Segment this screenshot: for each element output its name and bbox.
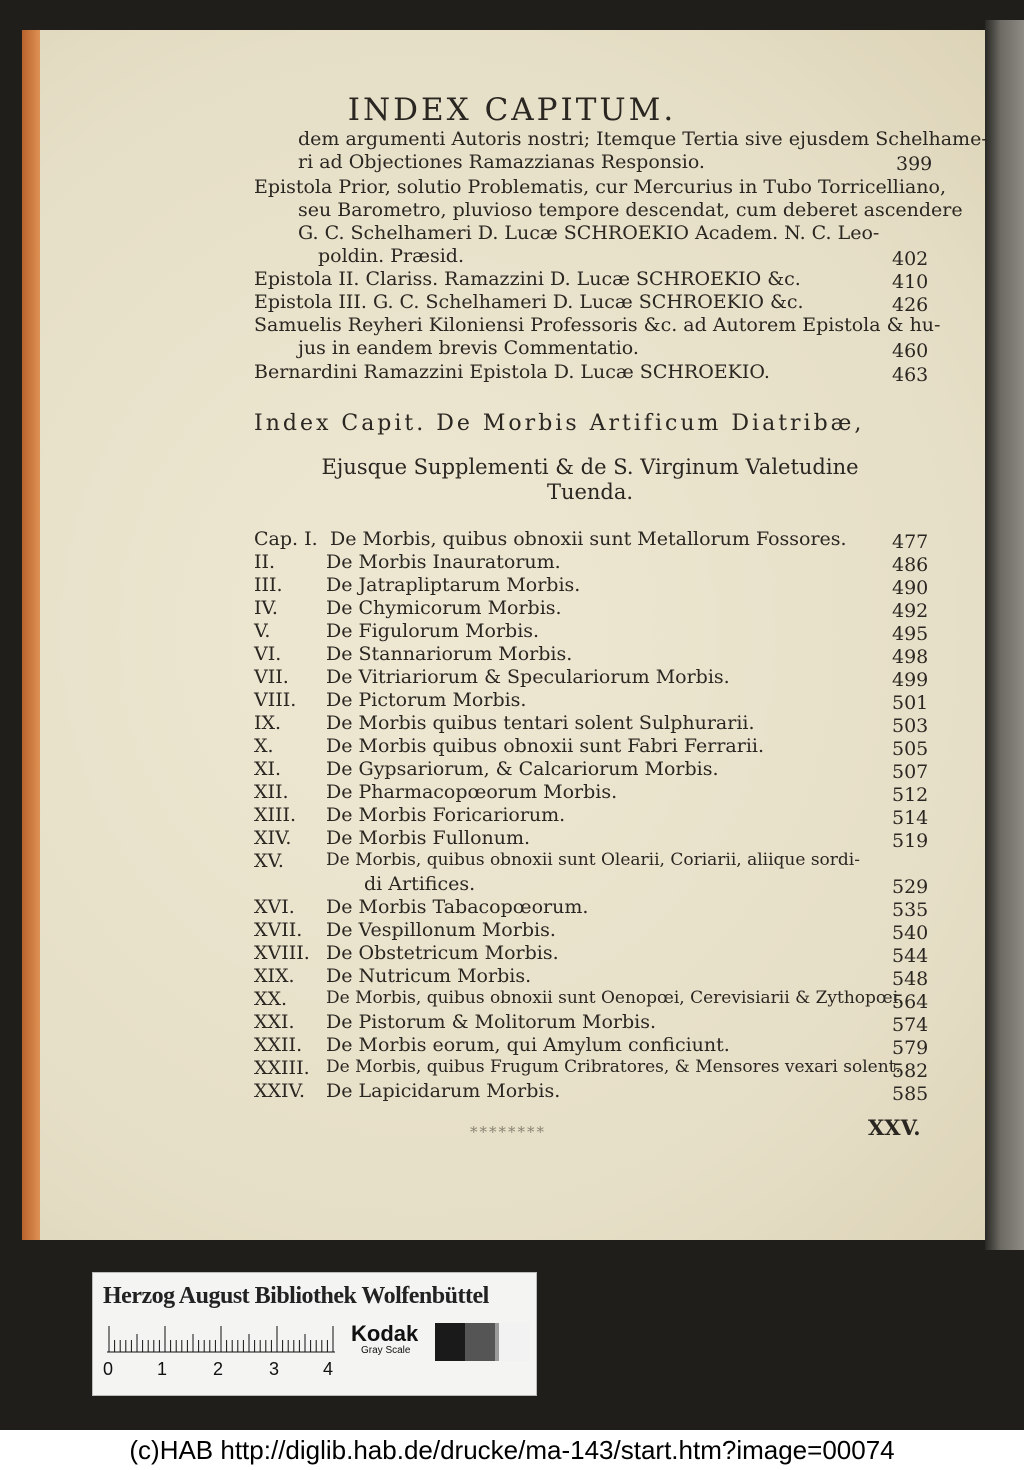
chapter-number: II. <box>254 551 276 573</box>
top-line: jus in eandem brevis Commentatio. <box>298 337 639 359</box>
chapter-title: De Morbis quibus tentari solent Sulphurarii. <box>326 712 755 734</box>
chapter-number: XI. <box>254 758 282 780</box>
page-number: 410 <box>892 271 929 293</box>
chapter-title: De Morbis Inauratorum. <box>326 551 561 573</box>
chapter-title: De Pictorum Morbis. <box>326 689 527 711</box>
chapter-title: De Morbis, quibus obnoxii sunt Metallorum Fossores. <box>330 528 847 550</box>
chapter-page-number: 579 <box>892 1037 929 1059</box>
chapter-number: XIII. <box>254 804 297 826</box>
section-subheading: Ejusque Supplementi & de S. Virginum Valetudine <box>321 455 859 479</box>
chapter-number: Cap. I. <box>254 528 318 550</box>
catchword: XXV. <box>868 1115 921 1140</box>
ruler-number: 2 <box>213 1359 224 1379</box>
section-subheading: Tuenda. <box>546 480 634 504</box>
page-number: 426 <box>892 294 929 316</box>
chapter-number: XII. <box>254 781 289 803</box>
chapter-title: De Vespillonum Morbis. <box>326 919 556 941</box>
chapter-title: De Obstetricum Morbis. <box>326 942 559 964</box>
chapter-title: De Morbis Fullonum. <box>326 827 531 849</box>
top-line: Samuelis Reyheri Kiloniensi Professoris &c. ad Autorem Epistola & hu- <box>254 314 941 336</box>
page-number: 460 <box>892 340 929 362</box>
chapter-page-number: 544 <box>892 945 929 967</box>
chapter-page-number: 574 <box>892 1014 929 1036</box>
chapter-page-number: 540 <box>892 922 929 944</box>
chapter-number: XVII. <box>254 919 303 941</box>
top-line: Bernardini Ramazzini Epistola D. Lucæ SCHROEKIO. <box>254 361 770 383</box>
ruler-number: 3 <box>269 1359 280 1379</box>
top-line: dem argumenti Autoris nostri; Itemque Tertia sive ejusdem Schelhame- <box>298 128 988 150</box>
chapter-number: III. <box>254 574 283 596</box>
ruler <box>107 1325 335 1353</box>
chapter-number: XVIII. <box>254 942 310 964</box>
chapter-number: XXIII. <box>254 1057 310 1079</box>
chapter-title: De Morbis, quibus Frugum Cribratores, & Mensores vexari solent. <box>326 1057 901 1077</box>
chapter-title: De Lapicidarum Morbis. <box>326 1080 561 1102</box>
chapter-title: De Gypsariorum, & Calcariorum Morbis. <box>326 758 719 780</box>
chapter-number: V. <box>254 620 271 642</box>
chapter-number: X. <box>254 735 274 757</box>
chapter-title: De Morbis, quibus obnoxii sunt Olearii, Coriarii, aliique sordi- <box>326 850 860 870</box>
chapter-page-number: 495 <box>892 623 929 645</box>
ruler-number: 0 <box>103 1359 114 1379</box>
chapter-page-number: 505 <box>892 738 929 760</box>
chapter-page-number: 564 <box>892 991 929 1013</box>
page-number: 463 <box>892 364 929 386</box>
chapter-page-number: 501 <box>892 692 929 714</box>
chapter-page-number: 519 <box>892 830 929 852</box>
ornament-stars: ******** <box>470 1123 546 1141</box>
chapter-page-number: 512 <box>892 784 929 806</box>
chapter-page-number: 582 <box>892 1060 929 1082</box>
chapter-title: De Nutricum Morbis. <box>326 965 532 987</box>
chapter-number: IX. <box>254 712 282 734</box>
chapter-number: VI. <box>254 643 282 665</box>
chapter-page-number: 477 <box>892 531 929 553</box>
kodak-logo: Kodak <box>351 1321 419 1346</box>
chapter-title: De Stannariorum Morbis. <box>326 643 573 665</box>
top-line: poldin. Præsid. <box>318 245 464 267</box>
chapter-title: De Pistorum & Molitorum Morbis. <box>326 1011 657 1033</box>
chapter-title: De Chymicorum Morbis. <box>326 597 562 619</box>
chapter-title: De Jatrapliptarum Morbis. <box>326 574 581 596</box>
page-title: INDEX CAPITUM. <box>347 92 677 128</box>
chapter-title: De Morbis Tabacopœorum. <box>326 896 589 918</box>
top-line: Epistola II. Clariss. Ramazzini D. Lucæ SCHROEKIO &c. <box>254 268 801 290</box>
ruler-number: 1 <box>157 1359 168 1379</box>
chapter-page-number: 490 <box>892 577 929 599</box>
chapter-page-number: 514 <box>892 807 929 829</box>
top-line: seu Barometro, pluvioso tempore descendat, cum deberet ascendere <box>298 199 963 221</box>
chapter-title: De Morbis Foricariorum. <box>326 804 566 826</box>
page-number: 399 <box>896 153 933 175</box>
chapter-page-number: 548 <box>892 968 929 990</box>
chapter-page-number: 498 <box>892 646 929 668</box>
chapter-number: XIV. <box>254 827 292 849</box>
chapter-title: De Pharmacopœorum Morbis. <box>326 781 618 803</box>
chapter-number: XVI. <box>254 896 295 918</box>
library-name: Herzog August Bibliothek Wolfenbüttel <box>103 1283 489 1309</box>
gray-scale-label: Gray Scale <box>361 1345 411 1356</box>
ruler-number: 4 <box>323 1359 334 1379</box>
chapter-title: De Figulorum Morbis. <box>326 620 540 642</box>
chapter-title: De Morbis quibus obnoxii sunt Fabri Ferrarii. <box>326 735 765 757</box>
gray-swatch-dark <box>465 1323 495 1361</box>
chapter-page-number: 503 <box>892 715 929 737</box>
chapter-page-number: 499 <box>892 669 929 691</box>
chapter-number: XXIV. <box>254 1080 305 1102</box>
chapter-number: XX. <box>254 988 288 1010</box>
top-line: Epistola III. G. C. Schelhameri D. Lucæ SCHROEKIO &c. <box>254 291 804 313</box>
chapter-page-number: 585 <box>892 1083 929 1105</box>
chapter-number: XIX. <box>254 965 295 987</box>
footer-url: (c)HAB http://diglib.hab.de/drucke/ma-143/start.htm?image=00074 <box>0 1430 1024 1470</box>
page-number: 402 <box>892 248 929 270</box>
chapter-page-number: 529 <box>892 876 929 898</box>
top-line: Epistola Prior, solutio Problematis, cur Mercurius in Tubo Torricelliano, <box>254 176 946 198</box>
top-line: G. C. Schelhameri D. Lucæ SCHROEKIO Academ. N. C. Leo- <box>298 222 880 244</box>
gray-swatch-black <box>435 1323 465 1361</box>
chapter-title: di Artifices. <box>364 873 476 895</box>
chapter-page-number: 535 <box>892 899 929 921</box>
chapter-number: XXI. <box>254 1011 295 1033</box>
facing-page-edge <box>985 20 1024 1250</box>
chapter-number: VII. <box>254 666 289 688</box>
chapter-title: De Morbis eorum, qui Amylum conficiunt. <box>326 1034 730 1056</box>
top-line: ri ad Objectiones Ramazzianas Responsio. <box>298 151 705 173</box>
chapter-page-number: 486 <box>892 554 929 576</box>
chapter-number: XV. <box>254 850 284 872</box>
color-calibration-card <box>92 1272 537 1396</box>
chapter-page-number: 492 <box>892 600 929 622</box>
chapter-number: VIII. <box>254 689 297 711</box>
section-heading: Index Capit. De Morbis Artificum Diatribæ, <box>254 411 865 436</box>
chapter-title: De Morbis, quibus obnoxii sunt Oenopœi, Cerevisiarii & Zythopœi. <box>326 988 904 1008</box>
chapter-number: IV. <box>254 597 278 619</box>
chapter-number: XXII. <box>254 1034 303 1056</box>
chapter-page-number: 507 <box>892 761 929 783</box>
gray-swatch-light <box>499 1323 529 1361</box>
chapter-title: De Vitriariorum & Speculariorum Morbis. <box>326 666 730 688</box>
